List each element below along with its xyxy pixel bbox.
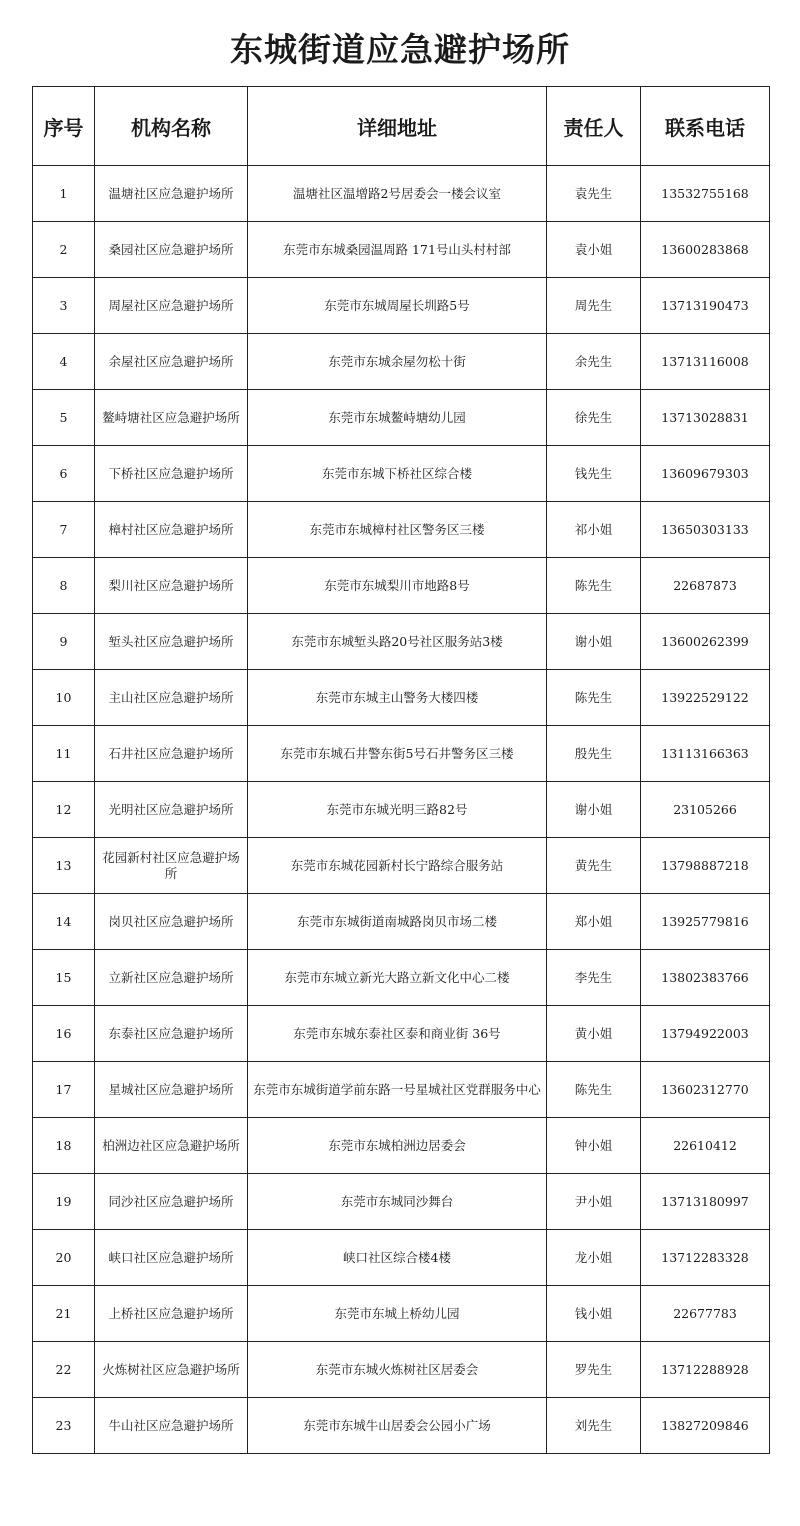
shelter-name: 柏洲边社区应急避护场所 <box>95 1118 248 1174</box>
shelter-address: 东莞市东城堑头路20号社区服务站3楼 <box>248 614 547 670</box>
shelter-address: 东莞市东城桑园温周路 171号山头村村部 <box>248 222 547 278</box>
shelter-address: 东莞市东城柏洲边居委会 <box>248 1118 547 1174</box>
row-number: 7 <box>33 502 95 558</box>
row-number: 2 <box>33 222 95 278</box>
row-number: 16 <box>33 1006 95 1062</box>
table-row <box>33 558 770 614</box>
shelter-address: 东莞市东城立新光大路立新文化中心二楼 <box>248 950 547 1006</box>
shelter-address: 东莞市东城梨川市地路8号 <box>248 558 547 614</box>
row-number: 5 <box>33 390 95 446</box>
row-number: 17 <box>33 1062 95 1118</box>
shelter-address: 东莞市东城余屋勿松十街 <box>248 334 547 390</box>
responsible-person: 刘先生 <box>547 1398 641 1454</box>
table-row <box>33 894 770 950</box>
column-header-phone: 联系电话 <box>641 87 770 166</box>
shelter-address: 温塘社区温增路2号居委会一楼会议室 <box>248 166 547 222</box>
table-row <box>33 1398 770 1454</box>
shelter-name: 堑头社区应急避护场所 <box>95 614 248 670</box>
responsible-person: 尹小姐 <box>547 1174 641 1230</box>
shelter-address: 东莞市东城牛山居委会公园小广场 <box>248 1398 547 1454</box>
responsible-person: 余先生 <box>547 334 641 390</box>
table-row <box>33 222 770 278</box>
contact-phone: 13922529122 <box>641 670 770 726</box>
shelter-name: 石井社区应急避护场所 <box>95 726 248 782</box>
shelter-name: 同沙社区应急避护场所 <box>95 1174 248 1230</box>
table-row <box>33 166 770 222</box>
row-number: 21 <box>33 1286 95 1342</box>
table-row <box>33 1118 770 1174</box>
responsible-person: 郑小姐 <box>547 894 641 950</box>
responsible-person: 龙小姐 <box>547 1230 641 1286</box>
table-row <box>33 950 770 1006</box>
responsible-person: 谢小姐 <box>547 614 641 670</box>
shelter-name: 花园新村社区应急避护场所 <box>95 838 248 894</box>
shelter-name: 余屋社区应急避护场所 <box>95 334 248 390</box>
responsible-person: 袁小姐 <box>547 222 641 278</box>
table-row <box>33 278 770 334</box>
shelter-name: 上桥社区应急避护场所 <box>95 1286 248 1342</box>
shelter-address: 东莞市东城街道学前东路一号星城社区党群服务中心 <box>248 1062 547 1118</box>
contact-phone: 22677783 <box>641 1286 770 1342</box>
column-header-name: 机构名称 <box>95 87 248 166</box>
shelter-address: 东莞市东城周屋长圳路5号 <box>248 278 547 334</box>
table-row <box>33 782 770 838</box>
shelter-name: 牛山社区应急避护场所 <box>95 1398 248 1454</box>
contact-phone: 13113166363 <box>641 726 770 782</box>
row-number: 13 <box>33 838 95 894</box>
table-row <box>33 614 770 670</box>
responsible-person: 罗先生 <box>547 1342 641 1398</box>
row-number: 3 <box>33 278 95 334</box>
shelter-name: 桑园社区应急避护场所 <box>95 222 248 278</box>
contact-phone: 13600262399 <box>641 614 770 670</box>
row-number: 6 <box>33 446 95 502</box>
row-number: 10 <box>33 670 95 726</box>
shelter-address: 东莞市东城樟村社区警务区三楼 <box>248 502 547 558</box>
shelter-name: 立新社区应急避护场所 <box>95 950 248 1006</box>
shelter-address: 东莞市东城上桥幼儿园 <box>248 1286 547 1342</box>
contact-phone: 13602312770 <box>641 1062 770 1118</box>
contact-phone: 13713116008 <box>641 334 770 390</box>
shelter-name: 东泰社区应急避护场所 <box>95 1006 248 1062</box>
row-number: 22 <box>33 1342 95 1398</box>
shelter-name: 岗贝社区应急避护场所 <box>95 894 248 950</box>
page-title: 东城街道应急避护场所 <box>230 30 570 70</box>
table-row <box>33 838 770 894</box>
row-number: 8 <box>33 558 95 614</box>
table-row <box>33 726 770 782</box>
shelter-name: 梨川社区应急避护场所 <box>95 558 248 614</box>
responsible-person: 黄小姐 <box>547 1006 641 1062</box>
shelter-name: 温塘社区应急避护场所 <box>95 166 248 222</box>
responsible-person: 殷先生 <box>547 726 641 782</box>
contact-phone: 13600283868 <box>641 222 770 278</box>
table-row <box>33 390 770 446</box>
shelter-address: 东莞市东城石井警东街5号石井警务区三楼 <box>248 726 547 782</box>
shelter-name: 主山社区应急避护场所 <box>95 670 248 726</box>
contact-phone: 23105266 <box>641 782 770 838</box>
table-row <box>33 1342 770 1398</box>
shelter-address: 东莞市东城花园新村长宁路综合服务站 <box>248 838 547 894</box>
shelter-name: 下桥社区应急避护场所 <box>95 446 248 502</box>
responsible-person: 陈先生 <box>547 558 641 614</box>
shelter-table <box>32 86 770 1454</box>
row-number: 20 <box>33 1230 95 1286</box>
responsible-person: 陈先生 <box>547 1062 641 1118</box>
shelter-name: 鳌峙塘社区应急避护场所 <box>95 390 248 446</box>
shelter-name: 樟村社区应急避护场所 <box>95 502 248 558</box>
contact-phone: 13650303133 <box>641 502 770 558</box>
responsible-person: 黄先生 <box>547 838 641 894</box>
shelter-name: 火炼树社区应急避护场所 <box>95 1342 248 1398</box>
table-row <box>33 334 770 390</box>
table-row <box>33 1230 770 1286</box>
row-number: 18 <box>33 1118 95 1174</box>
row-number: 15 <box>33 950 95 1006</box>
shelter-address: 东莞市东城火炼树社区居委会 <box>248 1342 547 1398</box>
responsible-person: 钱先生 <box>547 446 641 502</box>
contact-phone: 13802383766 <box>641 950 770 1006</box>
shelter-name: 星城社区应急避护场所 <box>95 1062 248 1118</box>
responsible-person: 陈先生 <box>547 670 641 726</box>
contact-phone: 13794922003 <box>641 1006 770 1062</box>
responsible-person: 钟小姐 <box>547 1118 641 1174</box>
row-number: 1 <box>33 166 95 222</box>
contact-phone: 13713190473 <box>641 278 770 334</box>
shelter-name: 峡口社区应急避护场所 <box>95 1230 248 1286</box>
shelter-address: 东莞市东城同沙舞台 <box>248 1174 547 1230</box>
column-header-person: 责任人 <box>547 87 641 166</box>
contact-phone: 22610412 <box>641 1118 770 1174</box>
responsible-person: 袁先生 <box>547 166 641 222</box>
shelter-address: 东莞市东城下桥社区综合楼 <box>248 446 547 502</box>
contact-phone: 13712283328 <box>641 1230 770 1286</box>
contact-phone: 13532755168 <box>641 166 770 222</box>
contact-phone: 13713028831 <box>641 390 770 446</box>
shelter-address: 东莞市东城街道南城路岗贝市场二楼 <box>248 894 547 950</box>
shelter-address: 东莞市东城主山警务大楼四楼 <box>248 670 547 726</box>
row-number: 12 <box>33 782 95 838</box>
responsible-person: 钱小姐 <box>547 1286 641 1342</box>
table-row <box>33 1174 770 1230</box>
shelter-name: 周屋社区应急避护场所 <box>95 278 248 334</box>
shelter-address: 峡口社区综合楼4楼 <box>248 1230 547 1286</box>
shelter-address: 东莞市东城东泰社区泰和商业街 36号 <box>248 1006 547 1062</box>
table-row <box>33 670 770 726</box>
contact-phone: 13827209846 <box>641 1398 770 1454</box>
row-number: 14 <box>33 894 95 950</box>
contact-phone: 13712288928 <box>641 1342 770 1398</box>
responsible-person: 祁小姐 <box>547 502 641 558</box>
table-row <box>33 1286 770 1342</box>
column-header-no: 序号 <box>33 87 95 166</box>
row-number: 23 <box>33 1398 95 1454</box>
responsible-person: 李先生 <box>547 950 641 1006</box>
shelter-address: 东莞市东城鳌峙塘幼儿园 <box>248 390 547 446</box>
row-number: 9 <box>33 614 95 670</box>
row-number: 11 <box>33 726 95 782</box>
contact-phone: 13609679303 <box>641 446 770 502</box>
table-row <box>33 1062 770 1118</box>
contact-phone: 13713180997 <box>641 1174 770 1230</box>
table-header-row <box>33 87 770 166</box>
row-number: 19 <box>33 1174 95 1230</box>
shelter-address: 东莞市东城光明三路82号 <box>248 782 547 838</box>
table-row <box>33 446 770 502</box>
contact-phone: 13798887218 <box>641 838 770 894</box>
table-row <box>33 1006 770 1062</box>
responsible-person: 谢小姐 <box>547 782 641 838</box>
contact-phone: 13925779816 <box>641 894 770 950</box>
row-number: 4 <box>33 334 95 390</box>
shelter-name: 光明社区应急避护场所 <box>95 782 248 838</box>
responsible-person: 周先生 <box>547 278 641 334</box>
column-header-address: 详细地址 <box>248 87 547 166</box>
contact-phone: 22687873 <box>641 558 770 614</box>
table-row <box>33 502 770 558</box>
responsible-person: 徐先生 <box>547 390 641 446</box>
table-body <box>33 166 770 1454</box>
